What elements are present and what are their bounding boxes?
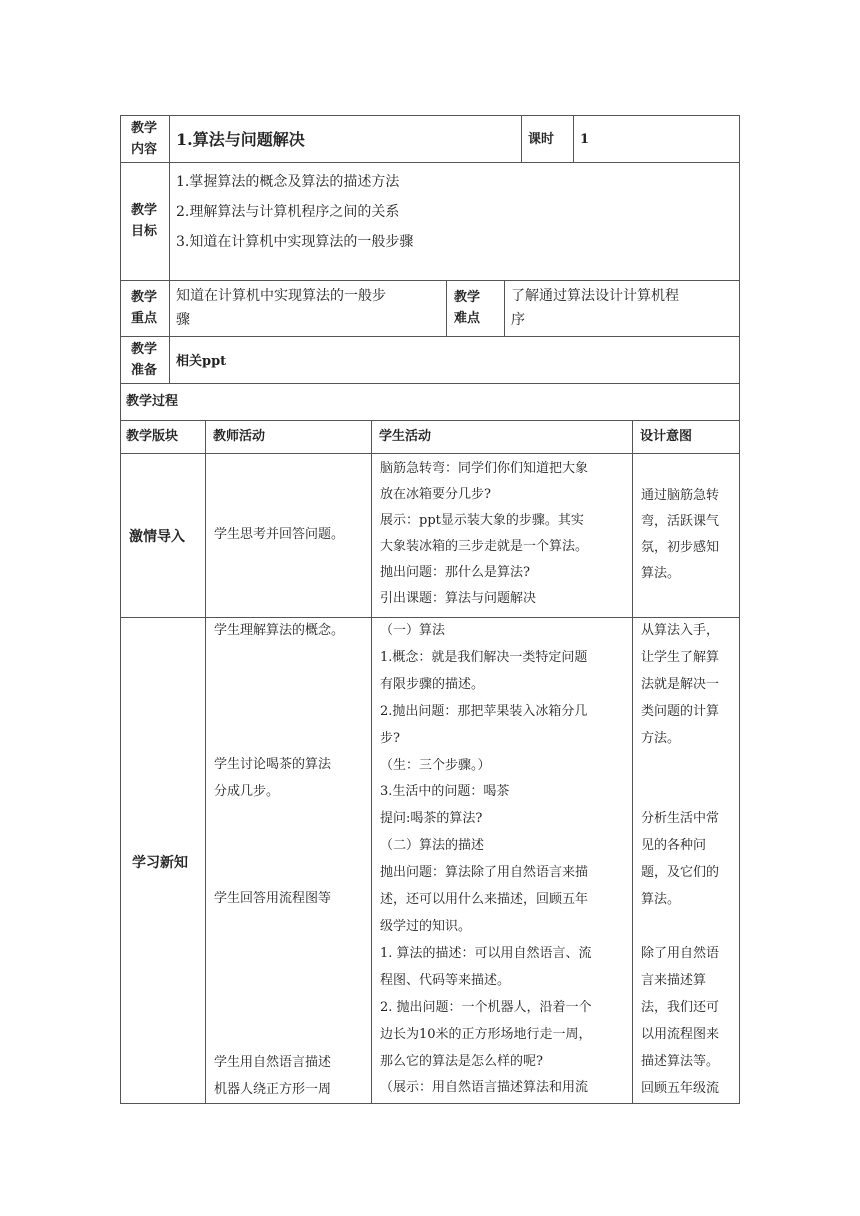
text-line: 法，我们还可	[641, 999, 720, 1015]
text-line: （生：三个步骤。）	[380, 757, 491, 773]
text-line: 骤	[176, 312, 190, 328]
section1-teacher-activity: 学生思考并回答问题。	[214, 527, 345, 542]
preparation-text: 相关ppt	[176, 354, 227, 369]
text-line: 提问:喝茶的算法?	[380, 811, 483, 827]
text-line: 步?	[380, 730, 400, 746]
label-line: 目标	[131, 224, 158, 239]
difficulties-label	[454, 287, 480, 329]
text-line: 让学生了解算	[641, 649, 720, 665]
section2-teacher-line: 学生用自然语言描述	[214, 1055, 332, 1070]
section1-design-intent	[641, 483, 719, 587]
label-line: 教学	[131, 203, 158, 218]
text-line: 描述算法等。	[641, 1053, 720, 1069]
section-name-intro: 激情导入	[129, 529, 185, 545]
table-rule	[120, 453, 740, 454]
table-rule	[120, 336, 740, 337]
table-rule	[573, 115, 574, 162]
text-line: 抛出问题：算法除了用自然语言来描	[380, 865, 589, 881]
text-line: 程图、代码等来描述。	[380, 972, 511, 988]
column-header-intent: 设计意图	[640, 429, 693, 444]
text-line: 回顾五年级流	[641, 1080, 720, 1096]
section2-teacher-line: 机器人绕正方形一周	[214, 1082, 332, 1097]
section1-student-activity	[380, 456, 588, 612]
table-rule	[120, 420, 740, 421]
text-line: 大象装冰箱的三步走就是一个算法。	[380, 539, 589, 554]
table-rule	[120, 280, 740, 281]
text-line: 序	[511, 312, 525, 328]
lesson-title: 1.算法与问题解决	[176, 130, 305, 149]
text-line: 分析生活中常	[641, 811, 720, 826]
section2-teacher-line: 分成几步。	[214, 784, 280, 799]
column-header-module: 教学版块	[126, 429, 179, 444]
text-line: 展示：ppt显示装大象的步骤。其实	[380, 513, 584, 528]
column-header-student: 学生活动	[379, 429, 432, 444]
label-line: 教学	[131, 290, 158, 305]
text-line: 氛，初步感知	[641, 540, 720, 555]
text-line: 通过脑筋急转	[641, 488, 720, 503]
goals-label	[131, 200, 157, 242]
period-label: 课时	[528, 132, 555, 147]
text-line: 述，还可以用什么来描述，回顾五年	[380, 892, 589, 908]
table-border-bottom	[120, 1103, 740, 1104]
text-line: 抛出问题：那什么是算法?	[380, 565, 530, 580]
label-line: 重点	[131, 311, 158, 326]
content-label	[131, 118, 157, 160]
text-line: 2.抛出问题：那把苹果装入冰箱分几	[380, 703, 588, 719]
table-border-left	[120, 115, 121, 1104]
table-rule	[205, 420, 206, 1104]
text-line: 算法。	[641, 566, 681, 581]
text-line: 从算法入手，	[641, 623, 720, 638]
text-line: （展示：用自然语言描述算法和用流	[380, 1080, 589, 1096]
table-rule	[632, 420, 633, 1104]
table-rule	[371, 420, 372, 1104]
section2-intent-block-3	[641, 941, 719, 1102]
text-line: 1.概念：就是我们解决一类特定问题	[380, 649, 588, 665]
column-header-teacher: 教师活动	[213, 429, 266, 444]
text-line: （一）算法	[380, 623, 446, 638]
section2-teacher-line: 学生回答用流程图等	[214, 891, 332, 906]
key-points-label	[131, 287, 157, 329]
table-border-top	[120, 115, 740, 116]
label-line: 教学	[454, 290, 481, 305]
difficulties-text	[511, 284, 679, 332]
period-value: 1	[580, 132, 590, 147]
key-points-text	[176, 284, 386, 332]
section2-teacher-line: 学生讨论喝茶的算法	[214, 757, 332, 772]
section-name-new-knowledge: 学习新知	[132, 855, 188, 871]
goal-item: 2.理解算法与计算机程序之间的关系	[176, 204, 400, 220]
text-line: 类问题的计算	[641, 703, 720, 719]
text-line: 言来描述算	[641, 972, 707, 988]
preparation-label	[131, 339, 157, 381]
text-line: 除了用自然语	[641, 946, 720, 961]
goal-item: 3.知道在计算机中实现算法的一般步骤	[176, 234, 414, 250]
goal-item: 1.掌握算法的概念及算法的描述方法	[176, 174, 400, 190]
label-line: 准备	[131, 363, 158, 378]
table-rule	[120, 383, 740, 384]
text-line: 弯，活跃课气	[641, 514, 720, 529]
table-rule	[446, 280, 447, 336]
table-rule	[120, 162, 740, 163]
process-title: 教学过程	[126, 394, 179, 409]
text-line: 引出课题：算法与问题解决	[380, 591, 537, 606]
text-line: 3.生活中的问题：喝茶	[380, 784, 510, 800]
text-line: 边长为10米的正方形场地行走一周，	[380, 1026, 592, 1042]
section2-student-activity	[380, 618, 592, 1102]
goals-list	[176, 167, 413, 257]
table-rule	[504, 280, 505, 336]
text-line: 方法。	[641, 730, 681, 746]
text-line: 2. 抛出问题：一个机器人，沿着一个	[380, 999, 592, 1015]
text-line: 放在冰箱要分几步?	[380, 487, 491, 502]
text-line: 知道在计算机中实现算法的一般步	[176, 288, 386, 304]
text-line: 以用流程图来	[641, 1026, 720, 1042]
text-line: 有限步骤的描述。	[380, 676, 485, 692]
table-rule	[169, 115, 170, 383]
label-line: 内容	[131, 142, 158, 157]
label-line: 教学	[131, 342, 158, 357]
label-line: 教学	[131, 121, 158, 136]
section2-intent-block-1	[641, 618, 719, 753]
section2-intent-block-2	[641, 806, 719, 914]
text-line: （二）算法的描述	[380, 838, 485, 854]
text-line: 那么它的算法是怎么样的呢?	[380, 1053, 543, 1069]
text-line: 了解通过算法设计计算机程	[511, 288, 679, 304]
table-rule	[521, 115, 522, 162]
text-line: 级学过的知识。	[380, 918, 472, 934]
text-line: 题，及它们的	[641, 864, 720, 880]
text-line: 见的各种问	[641, 837, 707, 853]
text-line: 法就是解决一	[641, 676, 720, 692]
label-line: 难点	[454, 311, 481, 326]
text-line: 1. 算法的描述：可以用自然语言、流	[380, 945, 592, 961]
text-line: 脑筋急转弯：同学们你们知道把大象	[380, 461, 589, 476]
text-line: 算法。	[641, 891, 681, 907]
table-border-right	[739, 115, 740, 1104]
section2-teacher-line: 学生理解算法的概念。	[214, 623, 345, 638]
